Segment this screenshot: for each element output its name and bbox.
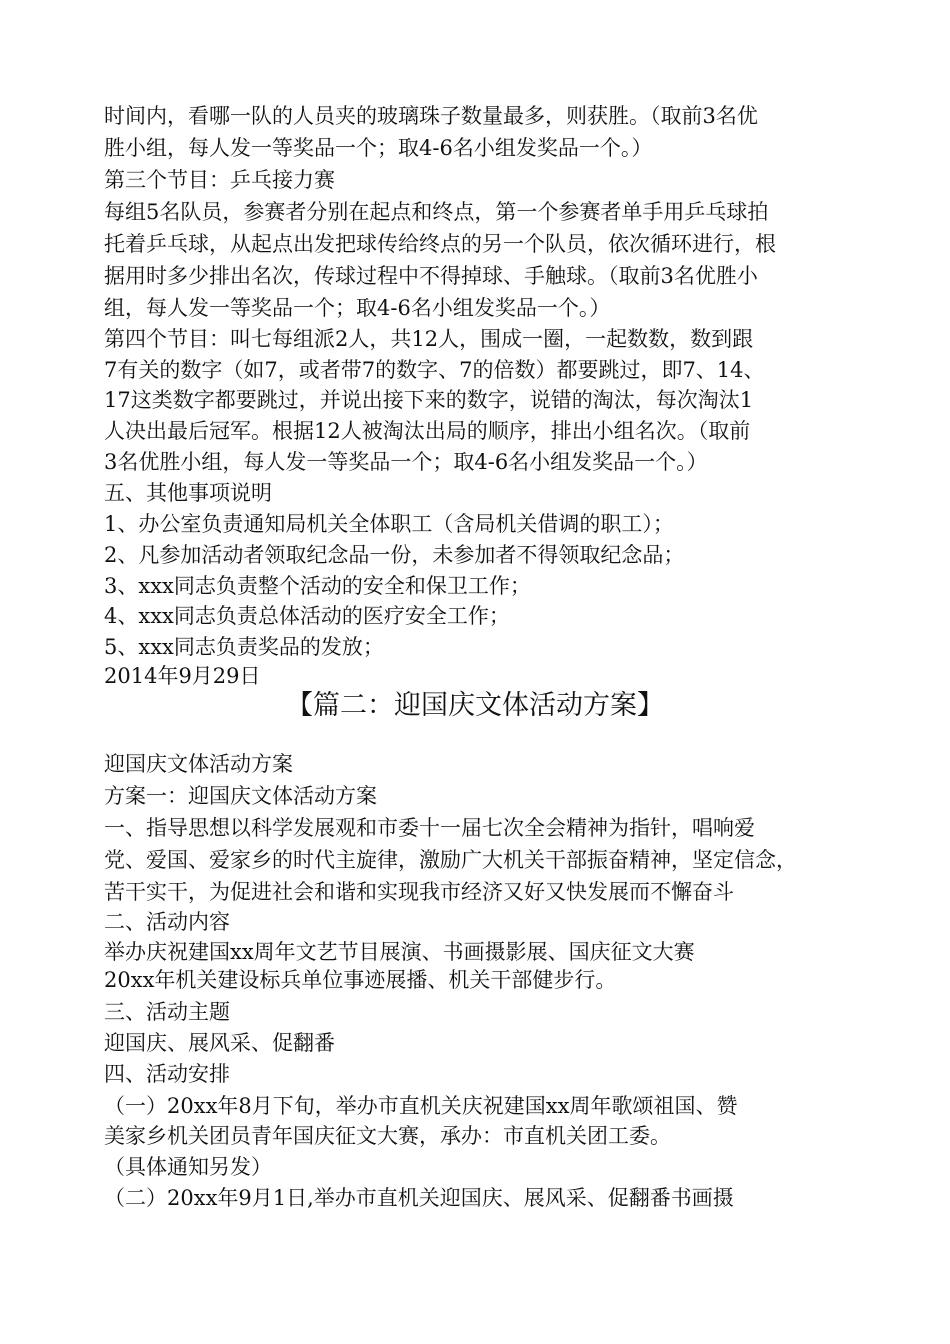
text-line: 17这类数字都要跳过，并说出接下来的数字，说错的淘汰，每次淘汰1 (104, 388, 754, 412)
text-line: 胜小组，每人发一等奖品一个；取4-6名小组发奖品一个。） (104, 136, 653, 160)
text-line: 二、活动内容 (104, 910, 230, 934)
text-line: （具体通知另发） (104, 1155, 272, 1179)
text-line: 7有关的数字（如7，或者带7的数字、7的倍数）都要跳过，即7、14、 (104, 358, 765, 382)
text-line: 三、活动主题 (104, 1000, 230, 1024)
text-line: 托着乒乓球，从起点出发把球传给终点的另一个队员，依次循环进行，根 (104, 232, 776, 256)
text-line: 苦干实干，为促进社会和谐和实现我市经济又好又快发展而不懈奋斗 (104, 880, 734, 904)
section-heading: 【篇二：迎国庆文体活动方案】 (286, 690, 664, 721)
text-line: 第三个节目：乒乓接力赛 (104, 168, 335, 192)
list-item: 4、xxx同志负责总体活动的医疗安全工作； (104, 604, 510, 628)
text-line: 美家乡机关团员青年国庆征文大赛，承办：市直机关团工委。 (104, 1124, 671, 1148)
text-line: 3名优胜小组，每人发一等奖品一个；取4-6名小组发奖品一个。） (104, 450, 708, 474)
text-line: 每组5名队员，参赛者分别在起点和终点，第一个参赛者单手用乒乓球拍 (104, 200, 769, 224)
text-line: 党、爱国、爱家乡的时代主旋律，激励广大机关干部振奋精神，坚定信念， (104, 848, 797, 872)
text-line: 第四个节目：叫七每组派2人，共12人，围成一圈，一起数数，数到跟 (104, 327, 754, 351)
text-line: 方案一：迎国庆文体活动方案 (104, 784, 377, 808)
text-line: 四、活动安排 (104, 1062, 230, 1086)
text-line: 时间内，看哪一队的人员夹的玻璃珠子数量最多，则获胜。（取前3名优 (104, 104, 758, 128)
text-line: 20xx年机关建设标兵单位事迹展播、机关干部健步行。 (104, 968, 617, 992)
text-line: 组，每人发一等奖品一个；取4-6名小组发奖品一个。） (104, 296, 611, 320)
list-item: 1、办公室负责通知局机关全体职工（含局机关借调的职工）； (104, 512, 674, 536)
text-line: 迎国庆文体活动方案 (104, 752, 293, 776)
list-item: 3、xxx同志负责整个活动的安全和保卫工作； (104, 574, 531, 598)
text-line: 举办庆祝建国xx周年文艺节目展演、书画摄影展、国庆征文大赛 (104, 940, 695, 964)
text-line: 一、指导思想以科学发展观和市委十一届七次全会精神为指针，唱响爱 (104, 816, 755, 840)
document-date: 2014年9月29日 (104, 664, 261, 688)
text-line: 人决出最后冠军。根据12人被淘汰出局的顺序，排出小组名次。（取前 (104, 419, 751, 443)
text-line: 迎国庆、展风采、促翻番 (104, 1031, 335, 1055)
list-item: 2、凡参加活动者领取纪念品一份，未参加者不得领取纪念品； (104, 543, 685, 567)
text-line: （二）20xx年9月1日,举办市直机关迎国庆、展风采、促翻番书画摄 (104, 1186, 734, 1210)
section-subheading: 五、其他事项说明 (104, 481, 272, 505)
text-line: 据用时多少排出名次，传球过程中不得掉球、手触球。（取前3名优胜小 (104, 264, 758, 288)
list-item: 5、xxx同志负责奖品的发放； (104, 635, 384, 659)
text-line: （一）20xx年8月下旬，举办市直机关庆祝建国xx周年歌颂祖国、赞 (104, 1094, 738, 1118)
